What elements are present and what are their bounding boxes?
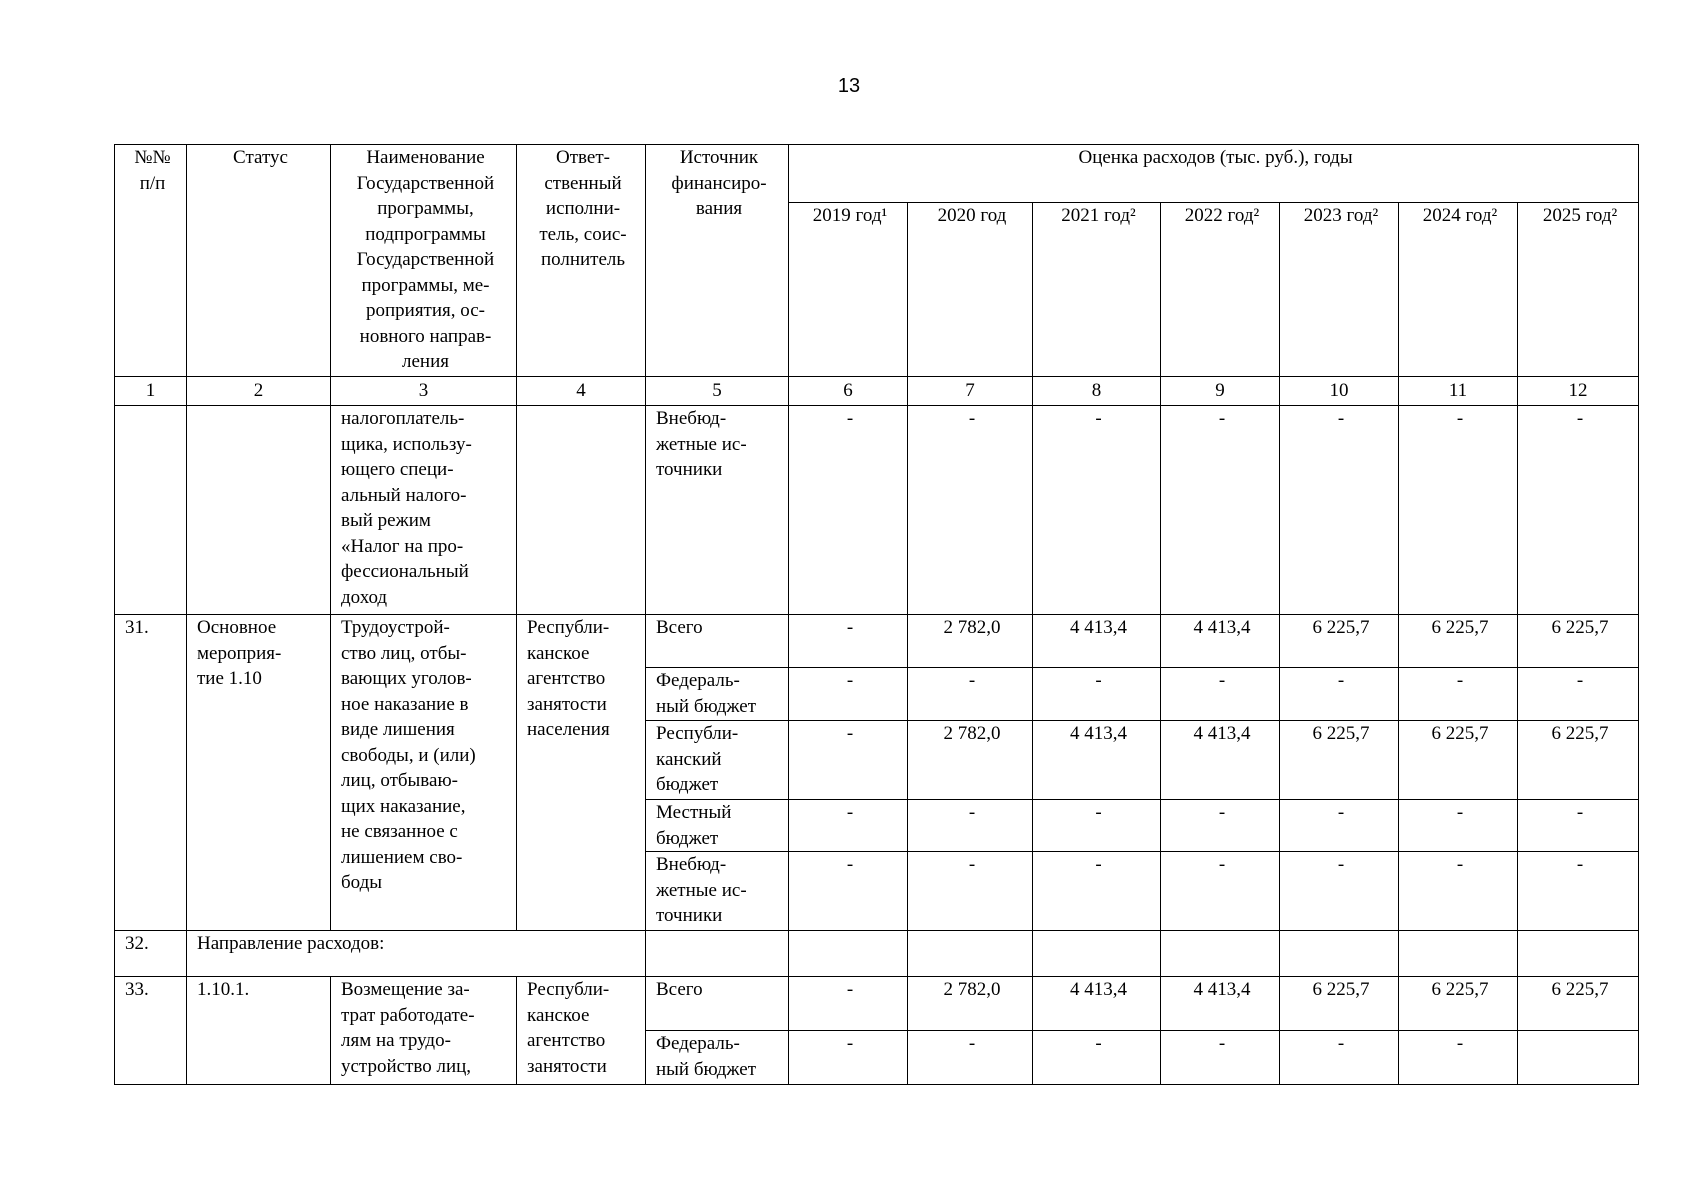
row-name: Возмещение за- трат работодате- лям на трудо- устройство лиц, <box>331 977 517 1085</box>
row-responsible: Республи- канское агентство занятости <box>517 977 646 1085</box>
table-row <box>115 406 1639 615</box>
row-source: Федераль- ный бюджет <box>646 668 789 721</box>
row-source: Федераль- ный бюджет <box>646 1031 789 1085</box>
value-cell: 2 782,0 <box>908 615 1033 668</box>
row-source: Всего <box>646 615 789 668</box>
value-cell: 6 225,7 <box>1280 721 1399 800</box>
header-status: Статус <box>187 145 331 377</box>
value-cell: 2 782,0 <box>908 977 1033 1031</box>
row-num: 31. <box>115 615 187 931</box>
header-year: 2021 год² <box>1033 203 1161 377</box>
header-source: Источник финансиро- вания <box>646 145 789 377</box>
value-cell: - <box>789 852 908 931</box>
row-num: 33. <box>115 977 187 1085</box>
value-cell: - <box>1518 406 1639 615</box>
header-row <box>115 145 1639 203</box>
value-cell: - <box>1399 406 1518 615</box>
value-cell: 4 413,4 <box>1161 977 1280 1031</box>
value-cell: - <box>789 977 908 1031</box>
header-year: 2023 год² <box>1280 203 1399 377</box>
column-number: 2 <box>187 377 331 406</box>
value-cell: - <box>908 1031 1033 1085</box>
empty-cell <box>1399 931 1518 977</box>
row-responsible <box>517 406 646 615</box>
column-number: 4 <box>517 377 646 406</box>
column-number: 12 <box>1518 377 1639 406</box>
row-num <box>115 406 187 615</box>
value-cell: 2 782,0 <box>908 721 1033 800</box>
value-cell: 4 413,4 <box>1161 615 1280 668</box>
column-number-row <box>115 377 1639 406</box>
value-cell: - <box>1033 668 1161 721</box>
value-cell: - <box>1161 668 1280 721</box>
column-number: 9 <box>1161 377 1280 406</box>
column-number: 11 <box>1399 377 1518 406</box>
row-name: налогоплатель- щика, использу- ющего специ- альный налого- вый режим «Налог на про- фессиональный доход <box>331 406 517 615</box>
value-cell: - <box>1161 852 1280 931</box>
empty-cell <box>1518 931 1639 977</box>
header-expenses: Оценка расходов (тыс. руб.), годы <box>789 145 1639 203</box>
row-source: Внебюд- жетные ис- точники <box>646 852 789 931</box>
value-cell: - <box>1033 852 1161 931</box>
column-number: 7 <box>908 377 1033 406</box>
value-cell: - <box>1399 668 1518 721</box>
header-year: 2022 год² <box>1161 203 1280 377</box>
value-cell: 6 225,7 <box>1518 977 1639 1031</box>
row-section-title: Направление расходов: <box>187 931 646 977</box>
value-cell: - <box>789 721 908 800</box>
value-cell: - <box>1399 800 1518 852</box>
column-number: 5 <box>646 377 789 406</box>
column-number: 1 <box>115 377 187 406</box>
table-row <box>115 615 1639 668</box>
value-cell: - <box>789 406 908 615</box>
value-cell: 6 225,7 <box>1280 977 1399 1031</box>
empty-cell <box>1280 931 1399 977</box>
value-cell: - <box>1280 852 1399 931</box>
row-num: 32. <box>115 931 187 977</box>
value-cell: - <box>1399 1031 1518 1085</box>
value-cell: - <box>1518 852 1639 931</box>
row-source: Всего <box>646 977 789 1031</box>
value-cell: - <box>908 668 1033 721</box>
row-status: 1.10.1. <box>187 977 331 1085</box>
column-number: 10 <box>1280 377 1399 406</box>
value-cell: 6 225,7 <box>1280 615 1399 668</box>
empty-cell <box>646 931 789 977</box>
row-status <box>187 406 331 615</box>
value-cell: - <box>1280 1031 1399 1085</box>
value-cell: - <box>1161 406 1280 615</box>
header-num: №№ п/п <box>115 145 187 377</box>
value-cell: - <box>789 800 908 852</box>
value-cell: 4 413,4 <box>1033 721 1161 800</box>
value-cell: - <box>1033 406 1161 615</box>
empty-cell <box>789 931 908 977</box>
value-cell: - <box>908 852 1033 931</box>
value-cell: 6 225,7 <box>1399 977 1518 1031</box>
column-number: 8 <box>1033 377 1161 406</box>
value-cell: - <box>908 800 1033 852</box>
value-cell: - <box>1161 1031 1280 1085</box>
row-responsible: Республи- канское агентство занятости населения <box>517 615 646 931</box>
value-cell: 4 413,4 <box>1033 977 1161 1031</box>
value-cell: - <box>1399 852 1518 931</box>
header-year: 2024 год² <box>1399 203 1518 377</box>
value-cell: 4 413,4 <box>1161 721 1280 800</box>
row-source: Республи- канский бюджет <box>646 721 789 800</box>
expenses-table <box>114 144 1639 1085</box>
row-status: Основное мероприя- тие 1.10 <box>187 615 331 931</box>
header-responsible: Ответ- ственный исполни- тель, соис- полнитель <box>517 145 646 377</box>
value-cell: 6 225,7 <box>1399 615 1518 668</box>
empty-cell <box>908 931 1033 977</box>
value-cell: 6 225,7 <box>1518 721 1639 800</box>
value-cell: - <box>789 1031 908 1085</box>
empty-cell <box>1161 931 1280 977</box>
page-number: 13 <box>837 75 861 97</box>
value-cell: - <box>789 668 908 721</box>
column-number: 6 <box>789 377 908 406</box>
column-number: 3 <box>331 377 517 406</box>
value-cell: - <box>789 615 908 668</box>
header-year: 2019 год¹ <box>789 203 908 377</box>
row-source: Внебюд- жетные ис- точники <box>646 406 789 615</box>
header-year: 2025 год² <box>1518 203 1639 377</box>
value-cell: 4 413,4 <box>1033 615 1161 668</box>
row-source: Местный бюджет <box>646 800 789 852</box>
value-cell: - <box>1280 668 1399 721</box>
value-cell: - <box>1518 800 1639 852</box>
header-year: 2020 год <box>908 203 1033 377</box>
value-cell: - <box>1033 1031 1161 1085</box>
value-cell: - <box>1161 800 1280 852</box>
value-cell: 6 225,7 <box>1518 615 1639 668</box>
value-cell: - <box>1280 800 1399 852</box>
empty-cell <box>1033 931 1161 977</box>
value-cell: - <box>908 406 1033 615</box>
header-name: Наименование Государственной программы, подпрограммы Государственной программы, ме- роприятия, ос- новного направ- ления <box>331 145 517 377</box>
value-cell <box>1518 1031 1639 1085</box>
value-cell: 6 225,7 <box>1399 721 1518 800</box>
value-cell: - <box>1033 800 1161 852</box>
table-row <box>115 931 1639 977</box>
row-name: Трудоустрой- ство лиц, отбы- вающих уголов- ное наказание в виде лишения свободы, и (или) лиц, отбываю- щих наказание, не связанное с лишением сво- боды <box>331 615 517 931</box>
value-cell: - <box>1280 406 1399 615</box>
table-row <box>115 977 1639 1031</box>
value-cell: - <box>1518 668 1639 721</box>
